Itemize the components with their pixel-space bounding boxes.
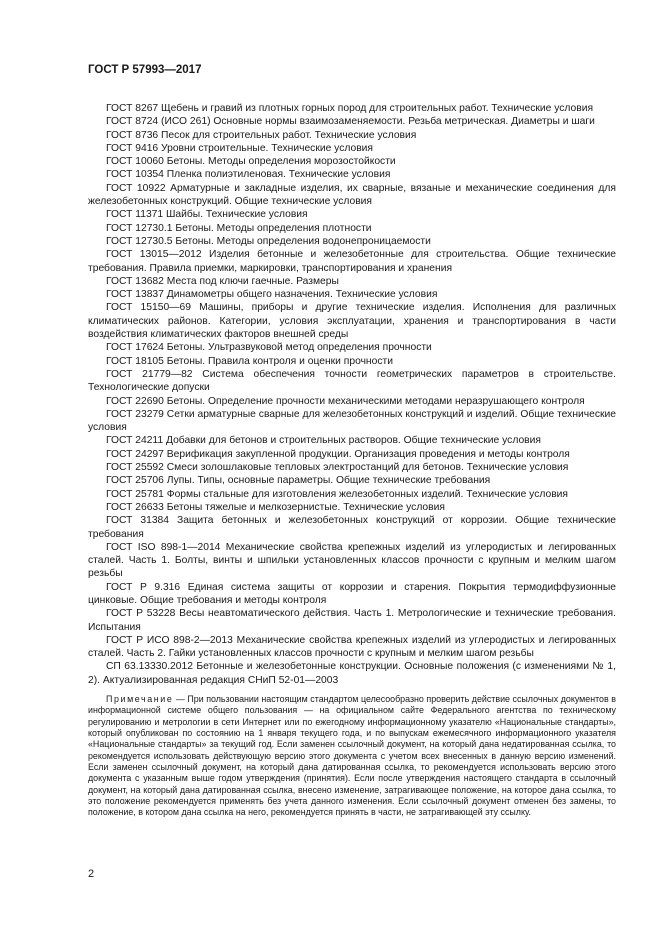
reference-item: ГОСТ 22690 Бетоны. Определение прочности механическими методами неразрушающего контроля: [106, 395, 585, 407]
reference-item: ГОСТ Р 9.316 Единая система защиты от коррозии и старения. Покрытия термодиффузионные цинковые. Общие требования и методы контроля: [88, 581, 616, 606]
reference-item: ГОСТ 11371 Шайбы. Технические условия: [106, 209, 308, 221]
reference-item: ГОСТ 10060 Бетоны. Методы определения морозостойкости: [106, 156, 396, 168]
reference-item: ГОСТ 24297 Верификация закупленной продукции. Организация проведения и методы контроля: [106, 448, 570, 460]
reference-item: ГОСТ 13682 Места под ключи гаечные. Размеры: [106, 275, 339, 287]
reference-item: ГОСТ 24211 Добавки для бетонов и строительных растворов. Общие технические условия: [106, 435, 541, 447]
note-paragraph: [88, 694, 616, 819]
reference-item: ГОСТ 8736 Песок для строительных работ. Технические условия: [106, 129, 417, 141]
reference-item: ГОСТ 18105 Бетоны. Правила контроля и оценки прочности: [106, 355, 393, 367]
reference-item: ГОСТ 25592 Смеси золошлаковые тепловых электростанций для бетонов. Технические условия: [106, 462, 569, 474]
references-list: [88, 102, 616, 687]
reference-item: ГОСТ 12730.5 Бетоны. Методы определения водонепроницаемости: [106, 235, 431, 247]
reference-item: ГОСТ Р 53228 Весы неавтоматического действия. Часть 1. Метрологические и технические требования. Испытания: [88, 608, 616, 633]
page-number: 2: [88, 868, 95, 880]
note-label: Примечание: [106, 694, 174, 704]
reference-item: ГОСТ 25781 Формы стальные для изготовления железобетонных изделий. Технические условия: [106, 488, 568, 500]
reference-item: ГОСТ 23279 Сетки арматурные сварные для железобетонных конструкций и изделий. Общие технические условия: [88, 408, 616, 434]
reference-item: ГОСТ 13015—2012 Изделия бетонные и железобетонные для строительства. Общие технические требования. Правила приемки, маркировки, транспортирования и хранения: [88, 249, 616, 274]
reference-item: ГОСТ 25706 Лупы. Типы, основные параметры. Общие технические требования: [106, 475, 491, 487]
reference-item: ГОСТ 21779—82 Система обеспечения точности геометрических параметров в строительстве. Технологические допуски: [88, 368, 616, 394]
reference-item: ГОСТ 10922 Арматурные и закладные изделия, их сварные, вязаные и механические соединения для железобетонных конструкций. Общие технические условия: [88, 182, 616, 208]
note-text: — При пользовании настоящим стандартом целесообразно проверить действие ссылочных документов в информационной системе общего пользования — на официальном сайте Федерального агентства по техническому регулированию и метрологии в сети Интернет или по ежегодному информационному указателю «Национальные стандарты», который опубликован по состоянию на 1 января текущего года, и по выпускам ежемесячного информационного указателя «Национальные стандарты» за текущий год. Если заменен ссылочный документ, на который дана недатированная ссылка, то рекомендуется использовать действующую версию этого документа с учетом всех внесенных в данную версию изменений. Если заменен ссылочный документ, на который дана датированная ссылка, то рекомендуется использовать версию этого документа с указанным выше годом утверждения (принятия). Если после утверждения настоящего стандарта в ссылочный документ, на который дана датированная ссылка, внесено изменение, затрагивающее положение, на которое дана ссылка, то это положение рекомендуется применять без учета данного изменения. Если ссылочный документ отменен без замены, то положение, в котором дана ссылка на него, рекомендуется принять в части, не затрагивающей эту ссылку.: [88, 694, 616, 818]
reference-item: ГОСТ 9416 Уровни строительные. Технические условия: [106, 142, 373, 154]
reference-item: ГОСТ 8724 (ИСО 261) Основные нормы взаимозаменяемости. Резьба метрическая. Диаметры и шаги: [106, 116, 595, 128]
reference-item: ГОСТ 17624 Бетоны. Ультразвуковой метод определения прочности: [106, 342, 432, 354]
reference-item: ГОСТ 12730.1 Бетоны. Методы определения плотности: [106, 222, 372, 234]
reference-item: ГОСТ 15150—69 Машины, приборы и другие технические изделия. Исполнения для различных климатических районов. Категории, условия эксплуатации, хранения и транспортирования в части воздействия климатических факторов внешней среды: [88, 302, 616, 341]
reference-item: ГОСТ 10354 Пленка полиэтиленовая. Технические условия: [106, 169, 391, 181]
reference-item: ГОСТ ISO 898-1—2014 Механические свойства крепежных изделий из углеродистых и легированных сталей. Часть 1. Болты, винты и шпильки установленных классов прочности с крупным и мелким шагом резьбы: [88, 541, 616, 580]
reference-item: ГОСТ 13837 Динамометры общего назначения. Технические условия: [106, 289, 438, 301]
reference-item: ГОСТ 8267 Щебень и гравий из плотных горных пород для строительных работ. Технические условия: [106, 103, 594, 114]
reference-item: ГОСТ 26633 Бетоны тяжелые и мелкозернистые. Технические условия: [106, 501, 445, 513]
reference-item: СП 63.13330.2012 Бетонные и железобетонные конструкции. Основные положения (с изменениями № 1, 2). Актуализированная редакция СНиП 52-01—2003: [88, 661, 616, 686]
reference-item: ГОСТ Р ИСО 898-2—2013 Механические свойства крепежных изделий из углеродистых и легированных сталей. Часть 2. Гайки установленных классов прочности с крупным и мелким шагом резьбы: [88, 634, 616, 660]
note-block: [88, 694, 616, 819]
reference-item: ГОСТ 31384 Защита бетонных и железобетонных конструкций от коррозии. Общие технические требования: [88, 515, 616, 540]
document-header: ГОСТ Р 57993—2017: [88, 64, 202, 76]
